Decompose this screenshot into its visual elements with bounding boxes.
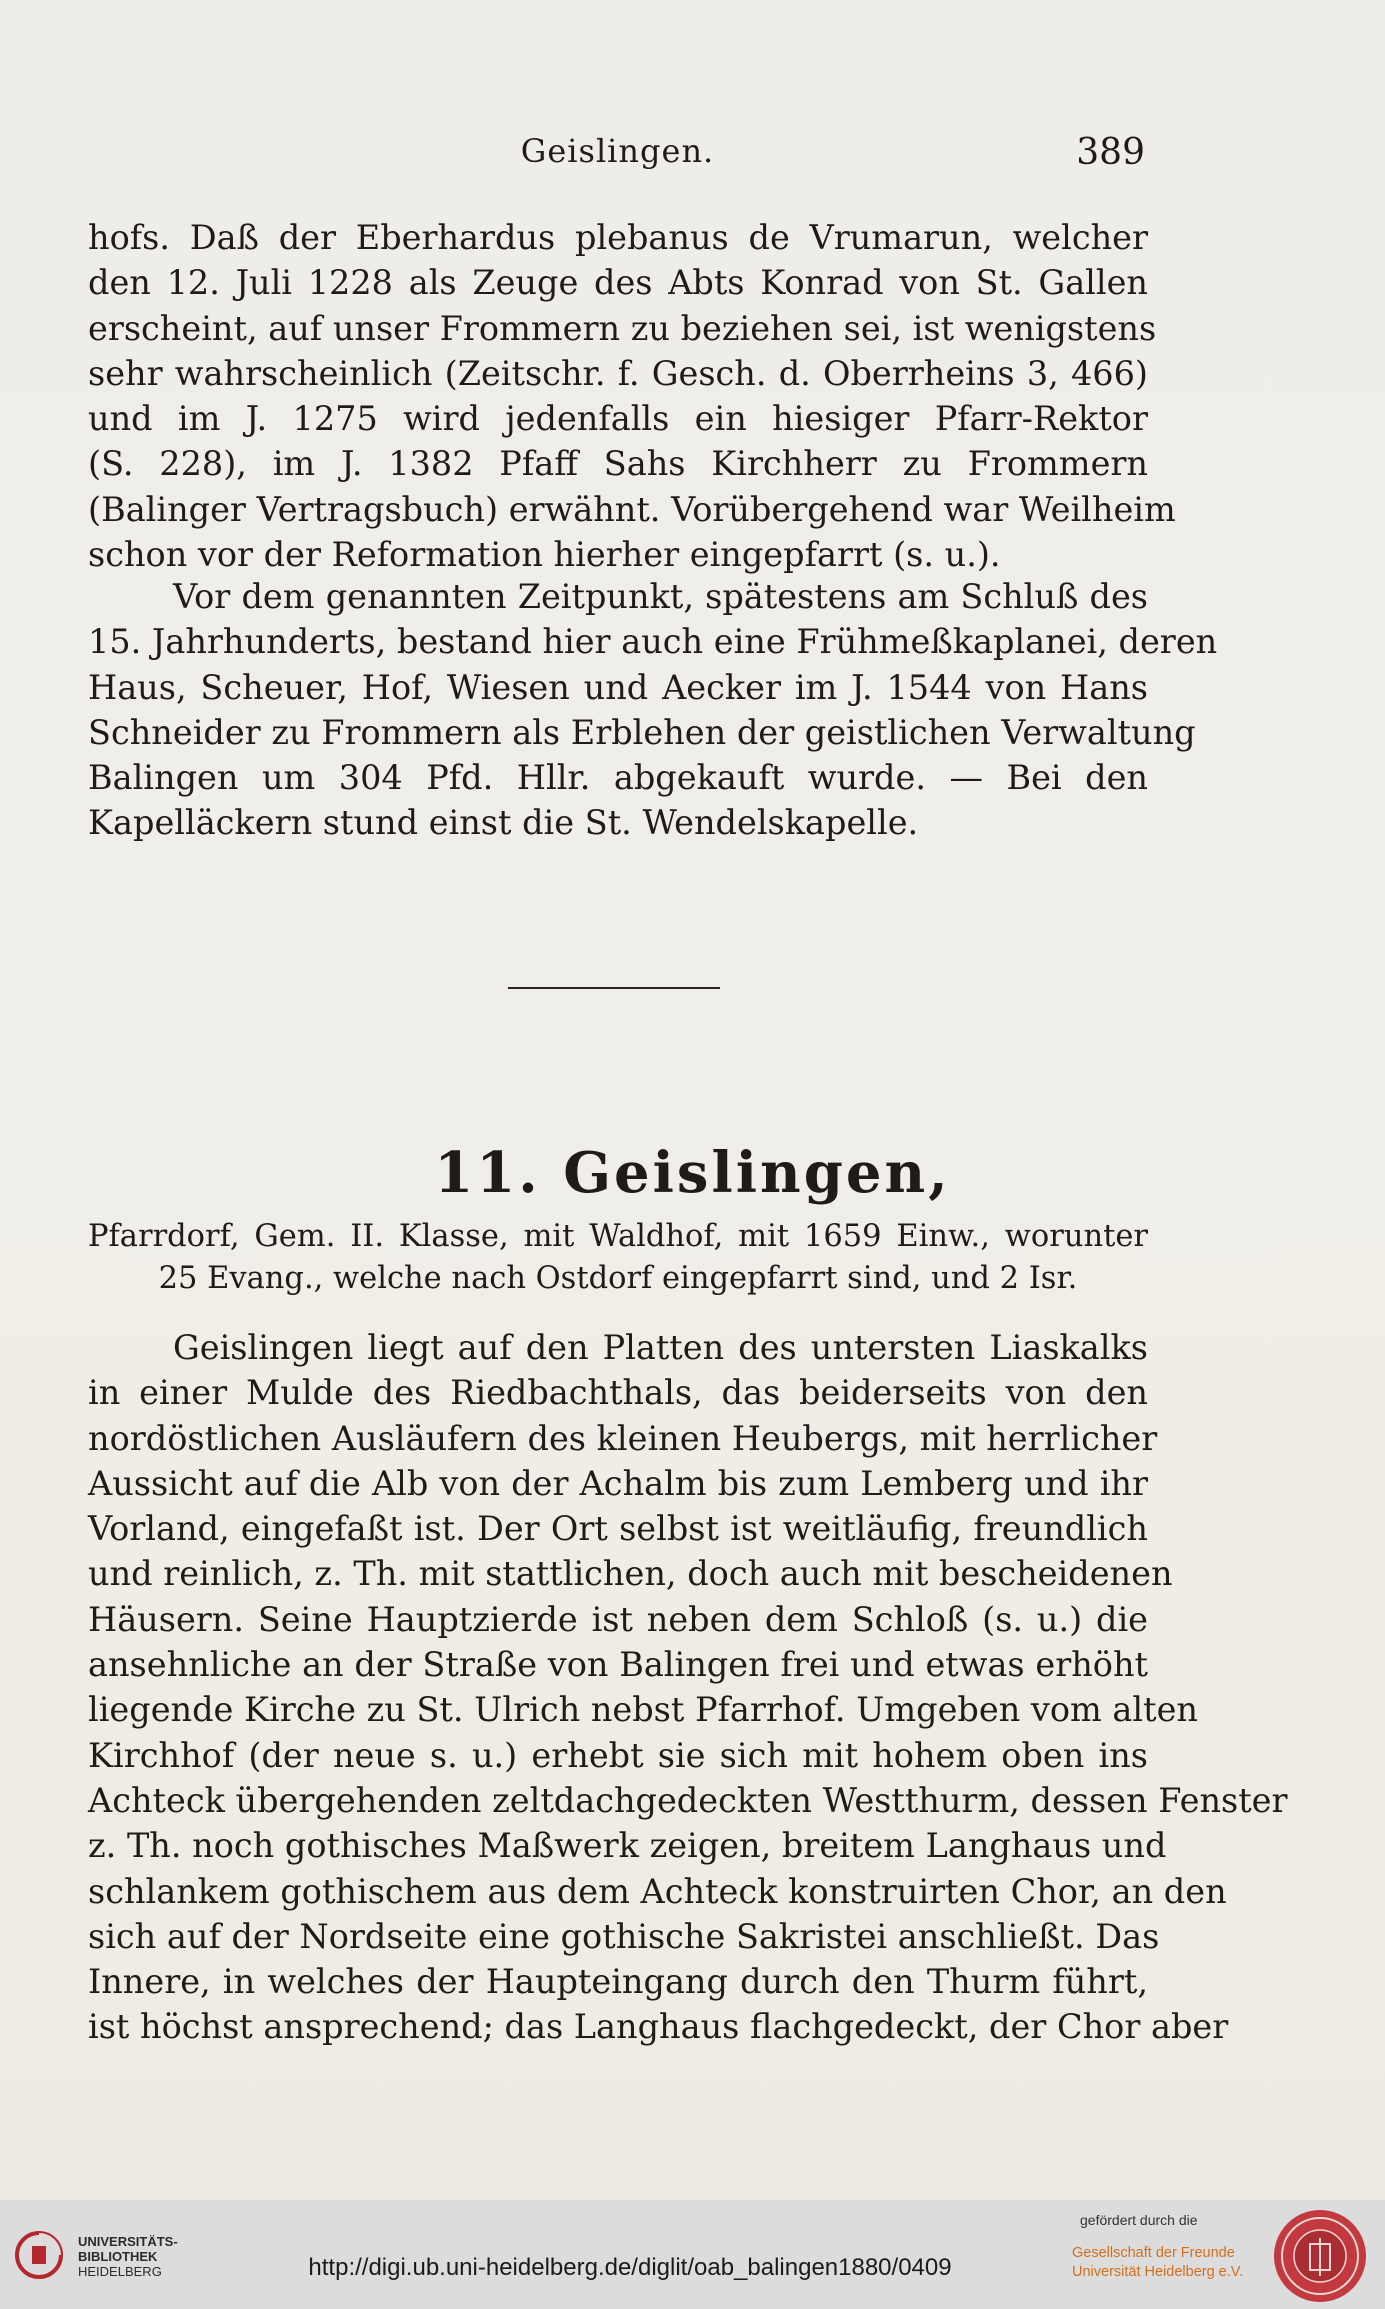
subtitle-line: Pfarrdorf, Gem. II. Klasse, mit Waldhof, mit 1659 Einw., worunter: [88, 1219, 1148, 1254]
text-line: Innere, in welches der Haupteingang durch den Thurm führt,: [88, 1962, 1148, 2002]
text-line: Schneider zu Frommern als Erblehen der geistlichen Verwaltung: [88, 712, 1196, 752]
section-subtitle: [88, 1216, 1148, 1300]
text-line: schlankem gothischem aus dem Achteck konstruirten Chor, an den: [88, 1871, 1227, 1911]
page-number: 389: [1076, 132, 1145, 173]
text-line: den 12. Juli 1228 als Zeuge des Abts Konrad von St. Gallen: [88, 263, 1148, 303]
paragraph-3: [88, 1325, 1288, 2050]
text-line: Haus, Scheuer, Hof, Wiesen und Aecker im J. 1544 von Hans: [88, 667, 1148, 707]
text-line: und reinlich, z. Th. mit stattlichen, doch auch mit bescheidenen: [88, 1554, 1173, 1594]
text-line: Geislingen liegt auf den Platten des untersten Liaskalks: [173, 1328, 1148, 1367]
text-line: (Balinger Vertragsbuch) erwähnt. Vorübergehend war Weilheim: [88, 489, 1176, 529]
text-line: in einer Mulde des Riedbachthals, das beiderseits von den: [88, 1373, 1148, 1413]
text-line: Vorland, eingefaßt ist. Der Ort selbst ist weitläufig, freundlich: [88, 1509, 1148, 1549]
text-line: 15. Jahrhunderts, bestand hier auch eine Frühmeßkaplanei, deren: [88, 622, 1218, 662]
paragraph-1: [88, 215, 1176, 577]
sponsor-line: Universität Heidelberg e.V.: [1072, 2264, 1244, 2280]
running-title: Geislingen.: [520, 132, 715, 170]
text-line: schon vor der Reformation hierher eingepfarrt (s. u.).: [88, 535, 1001, 575]
sponsor-label: gefördert durch die: [1080, 2212, 1198, 2228]
text-line: ist höchst ansprechend; das Langhaus flachgedeckt, der Chor aber: [88, 2007, 1229, 2047]
text-line: sich auf der Nordseite eine gothische Sakristei anschließt. Das: [88, 1916, 1160, 1956]
text-line: sehr wahrscheinlich (Zeitschr. f. Gesch. d. Oberrheins 3, 466): [88, 353, 1148, 393]
paragraph-2: [88, 574, 1218, 846]
library-logo-icon: [14, 2230, 64, 2280]
library-name: [78, 2234, 178, 2279]
text-line: nordöstlichen Ausläufern des kleinen Heubergs, mit herrlicher: [88, 1418, 1158, 1458]
text-line: ansehnliche an der Straße von Balingen frei und etwas erhöht: [88, 1645, 1148, 1685]
running-head: [90, 132, 1145, 178]
section-divider: [508, 987, 720, 989]
digitization-footer: [0, 2200, 1385, 2309]
text-line: Aussicht auf die Alb von der Achalm bis zum Lemberg und ihr: [88, 1463, 1148, 1503]
subtitle-line: 25 Evang., welche nach Ostdorf eingepfarrt sind, und 2 Isr.: [158, 1261, 1078, 1296]
source-url-link[interactable]: http://digi.ub.uni-heidelberg.de/diglit/oab_balingen1880/0409: [308, 2254, 952, 2281]
library-name-line: BIBLIOTHEK: [78, 2249, 158, 2264]
text-line: z. Th. noch gothisches Maßwerk zeigen, breitem Langhaus und: [88, 1826, 1167, 1866]
text-line: und im J. 1275 wird jedenfalls ein hiesiger Pfarr-Rektor: [88, 399, 1148, 439]
text-line: Häusern. Seine Hauptzierde ist neben dem Schloß (s. u.) die: [88, 1599, 1148, 1639]
university-seal-icon: [1272, 2208, 1368, 2304]
sponsor-line: Gesellschaft der Freunde: [1072, 2245, 1235, 2261]
text-line: Kirchhof (der neue s. u.) erhebt sie sich mit hohem oben ins: [88, 1735, 1148, 1775]
text-line: (S. 228), im J. 1382 Pfaff Sahs Kirchherr zu Frommern: [88, 444, 1148, 484]
section-heading: 11. Geislingen,: [434, 1140, 951, 1206]
text-line: hofs. Daß der Eberhardus plebanus de Vrumarun, welcher: [88, 218, 1148, 257]
text-line: Vor dem genannten Zeitpunkt, spätestens am Schluß des: [173, 577, 1148, 616]
library-name-line: HEIDELBERG: [78, 2264, 162, 2279]
sponsor-organization: [1072, 2244, 1243, 2282]
text-line: Kapelläckern stund einst die St. Wendelskapelle.: [88, 803, 919, 843]
library-name-line: UNIVERSITÄTS-: [78, 2234, 178, 2249]
text-line: Balingen um 304 Pfd. Hllr. abgekauft wurde. — Bei den: [88, 758, 1148, 798]
text-line: erscheint, auf unser Frommern zu beziehen sei, ist wenigstens: [88, 308, 1157, 348]
text-line: liegende Kirche zu St. Ulrich nebst Pfarrhof. Umgeben vom alten: [88, 1690, 1198, 1730]
text-line: Achteck übergehenden zeltdachgedeckten Westthurm, dessen Fenster: [88, 1780, 1288, 1820]
